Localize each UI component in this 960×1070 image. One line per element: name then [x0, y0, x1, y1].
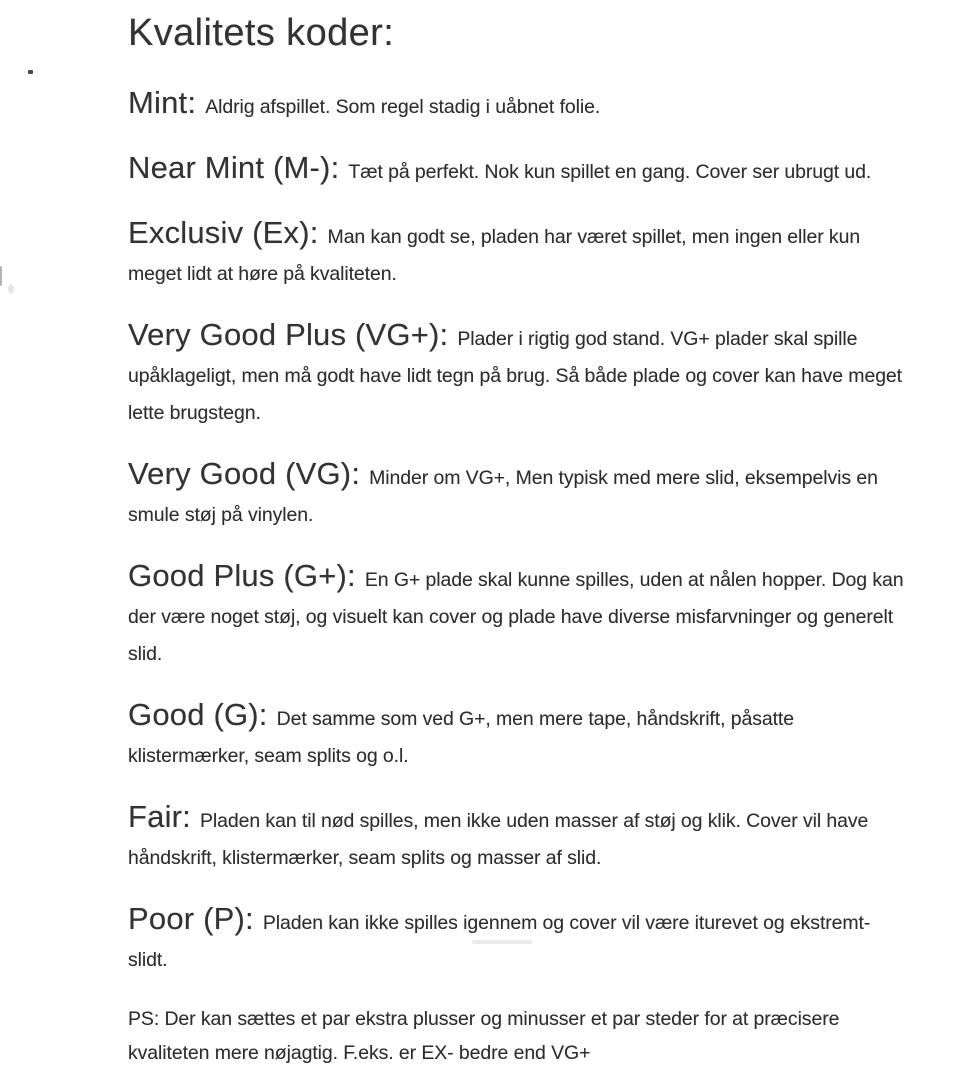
scan-smudge-artifact	[8, 284, 14, 294]
grade-entry-exclusiv	[128, 214, 908, 293]
grade-term: Mint:	[128, 85, 197, 120]
scan-edge-artifact	[0, 266, 2, 286]
grade-entry-good	[128, 696, 908, 775]
ps-footnote: PS: Der kan sættes et par ekstra plusser og minusser et par steder for at præcisere kvaliteten mere nøjagtig. F.eks. er EX- bedre end VG+	[128, 1008, 840, 1064]
grade-term: Exclusiv (Ex):	[128, 215, 319, 250]
grade-term: Poor (P):	[128, 901, 254, 936]
grade-description: Tæt på perfekt. Nok kun spillet en gang. Cover ser ubrugt ud.	[348, 161, 872, 183]
grade-description: Pladen kan til nød spilles, men ikke uden masser af støj og klik. Cover vil have håndskrift, klistermærker, seam splits og masser af slid.	[128, 810, 869, 869]
grade-term: Very Good (VG):	[128, 456, 361, 491]
grade-entry-good-plus	[128, 557, 908, 673]
grade-term: Fair:	[128, 799, 191, 834]
grade-entry-near-mint	[128, 149, 908, 191]
grade-description: Det samme som ved G+, men mere tape, håndskrift, påsatte klistermærker, seam splits og o.l.	[128, 708, 794, 767]
grade-entry-mint	[128, 84, 908, 126]
grade-term: Good (G):	[128, 697, 268, 732]
grade-description: Minder om VG+, Men typisk med mere slid, eksempelvis en smule støj på vinylen.	[128, 467, 878, 526]
grade-description: Man kan godt se, pladen har været spillet, men ingen eller kun meget lidt at høre på kvaliteten.	[128, 226, 861, 285]
grade-description: Pladen kan ikke spilles igennem og cover vil være iturevet og ekstremt- slidt.	[128, 912, 871, 971]
grade-description: Aldrig afspillet. Som regel stadig i uåbnet folie.	[205, 96, 601, 118]
grade-entry-very-good	[128, 455, 908, 534]
grade-term: Very Good Plus (VG+):	[128, 317, 449, 352]
scan-speck-artifact	[28, 70, 33, 74]
page-title: Kvalitets koder:	[128, 12, 395, 54]
grade-entry-fair	[128, 798, 908, 877]
grade-description: En G+ plade skal kunne spilles, uden at nålen hopper. Dog kan der være noget støj, og visuelt kan cover og plade have diverse misfarvninger og generelt slid.	[128, 569, 904, 665]
grade-entry-very-good-plus	[128, 316, 908, 432]
grade-term: Near Mint (M-):	[128, 150, 340, 185]
scan-smudge-artifact	[472, 940, 532, 944]
grade-term: Good Plus (G+):	[128, 558, 356, 593]
grade-description: Plader i rigtig god stand. VG+ plader skal spille upåklageligt, men må godt have lidt tegn på brug. Så både plade og cover kan have meget lette brugstegn.	[128, 328, 902, 424]
